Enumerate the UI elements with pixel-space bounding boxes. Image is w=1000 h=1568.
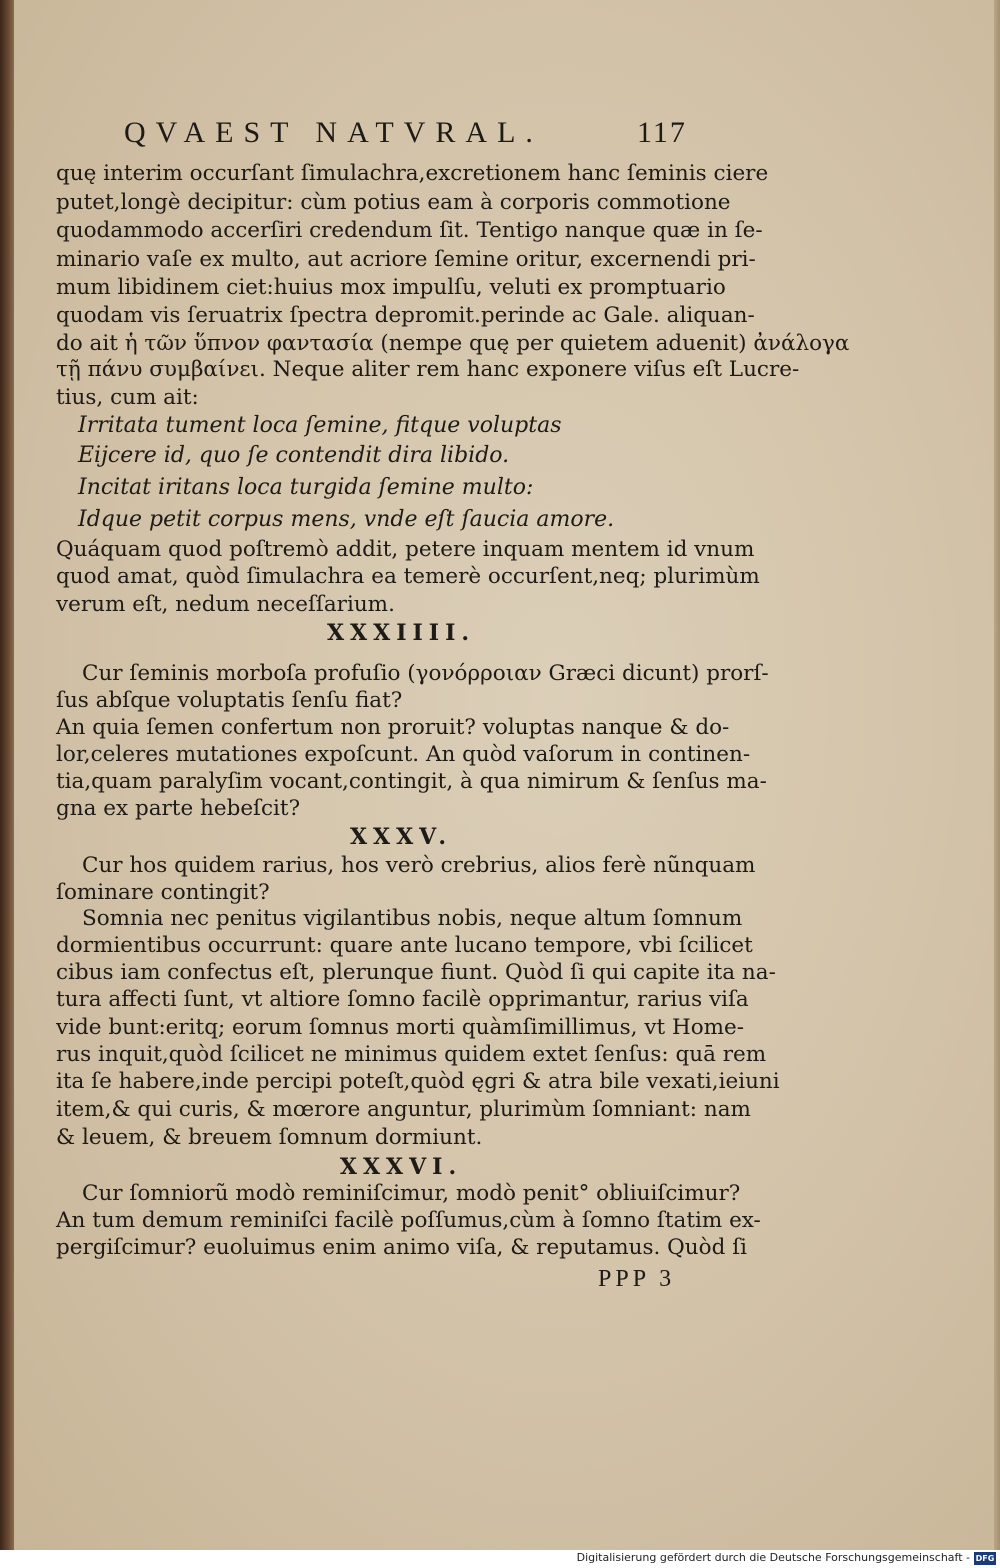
section-heading: XXXIIII. xyxy=(326,620,476,646)
text-line: ita ſe habere,inde percipi poteſt,quòd ęgri & atra bile vexati,ieiuni xyxy=(56,1069,780,1094)
text-line: Cur ſeminis morboſa profuſio (γονόρροιαν Græci dicunt) prorſ- xyxy=(82,661,769,686)
book-page xyxy=(14,0,1000,1550)
book-spine-edge xyxy=(0,0,14,1550)
funding-credit: Digitalisierung gefördert durch die Deutsche Forschungsgemeinschaft - xyxy=(576,1551,970,1564)
verse-line: Irritata tument loca ſemine, fitque voluptas xyxy=(78,413,562,438)
text-line: do ait ἡ τῶν ὕπνον φαντασία (nempe quę per quietem aduenit) ἀνάλογα xyxy=(56,331,850,356)
text-line: verum eſt, nedum neceſſarium. xyxy=(56,592,395,617)
verse-line: Eijcere id, quo ſe contendit dira libido. xyxy=(78,443,510,468)
section-heading: XXXV. xyxy=(349,824,453,850)
text-line: quod amat, quòd ſimulachra ea temerè occurſent,neq; plurimùm xyxy=(56,564,760,589)
text-line: quę interim occurſant ſimulachra,excretionem hanc ſeminis ciere xyxy=(56,161,769,186)
text-line: cibus iam confectus eſt, plerunque fiunt. Quòd ſi qui capite ita na- xyxy=(56,960,776,985)
text-line: Somnia nec penitus vigilantibus nobis, neque altum ſomnum xyxy=(82,906,743,931)
text-line: ſominare contingit? xyxy=(56,880,270,905)
verse-line: Incitat iritans loca turgida ſemine multo: xyxy=(78,475,534,500)
text-line: lor,celeres mutationes expoſcunt. An quòd vaſorum in continen- xyxy=(56,742,751,767)
text-line: tia,quam paralyſim vocant,contingit, à qua nimirum & ſenſus ma- xyxy=(56,769,767,794)
text-line: Quáquam quod poſtremò addit, petere inquam mentem id vnum xyxy=(56,537,755,562)
page-number: 117 xyxy=(637,116,687,149)
running-head: QVAEST NATVRAL. xyxy=(124,116,543,149)
text-line: item,& qui curis, & mœrore anguntur, plurimùm ſomniant: nam xyxy=(56,1097,751,1122)
text-line: & leuem, & breuem ſomnum dormiunt. xyxy=(56,1125,483,1150)
text-line: vide bunt:eritq; eorum ſomnus morti quàmſimillimus, vt Home- xyxy=(56,1015,745,1040)
text-line: tura affecti ſunt, vt altiore ſomno facilè opprimantur, rarius viſa xyxy=(56,987,749,1012)
text-line: Cur hos quidem rarius, hos verò crebrius, alios ferè nũnquam xyxy=(82,853,756,878)
dfg-logo: DFG xyxy=(975,1554,995,1563)
text-line: mum libidinem ciet:huius mox impulſu, veluti ex promptuario xyxy=(56,275,726,300)
text-line: minario vaſe ex multo, aut acriore ſemine oritur, excernendi pri- xyxy=(56,247,756,272)
text-line: rus inquit,quòd ſcilicet ne minimus quidem extet ſenſus: quā rem xyxy=(56,1042,767,1067)
text-line: quodam vis ſeruatrix ſpectra depromit.perinde ac Gale. aliquan- xyxy=(56,303,755,328)
text-line: gna ex parte hebeſcit? xyxy=(56,796,301,821)
text-line: quodammodo accerſiri credendum ſit. Tentigo nanque quæ in ſe- xyxy=(56,218,763,243)
text-line: An tum demum reminiſci facilè poſſumus,cùm à ſomno ſtatim ex- xyxy=(56,1208,761,1233)
text-line: An quia ſemen confertum non proruit? voluptas nanque & do- xyxy=(56,715,730,740)
text-line: pergiſcimur? euoluimus enim animo viſa, & reputamus. Quòd ſi xyxy=(56,1235,748,1260)
text-line: putet,longè decipitur: cùm potius eam à corporis commotione xyxy=(56,190,731,215)
verse-line: Idque petit corpus mens, vnde eſt ſaucia amore. xyxy=(78,507,615,532)
section-heading: XXXVI. xyxy=(339,1154,463,1180)
page-right-edge xyxy=(994,0,1000,1550)
signature-mark: PPP 3 xyxy=(598,1266,676,1292)
text-line: tius, cum ait: xyxy=(56,385,199,410)
text-line: Cur ſomniorũ modò reminiſcimur, modò penit° obliuiſcimur? xyxy=(82,1181,741,1206)
text-line: τῇ πάνυ συμβαίνει. Neque aliter rem hanc exponere viſus eſt Lucre- xyxy=(56,357,800,382)
text-line: dormientibus occurrunt: quare ante lucano tempore, vbi ſcilicet xyxy=(56,933,753,958)
text-line: ſus abſque voluptatis ſenſu fiat? xyxy=(56,688,403,713)
